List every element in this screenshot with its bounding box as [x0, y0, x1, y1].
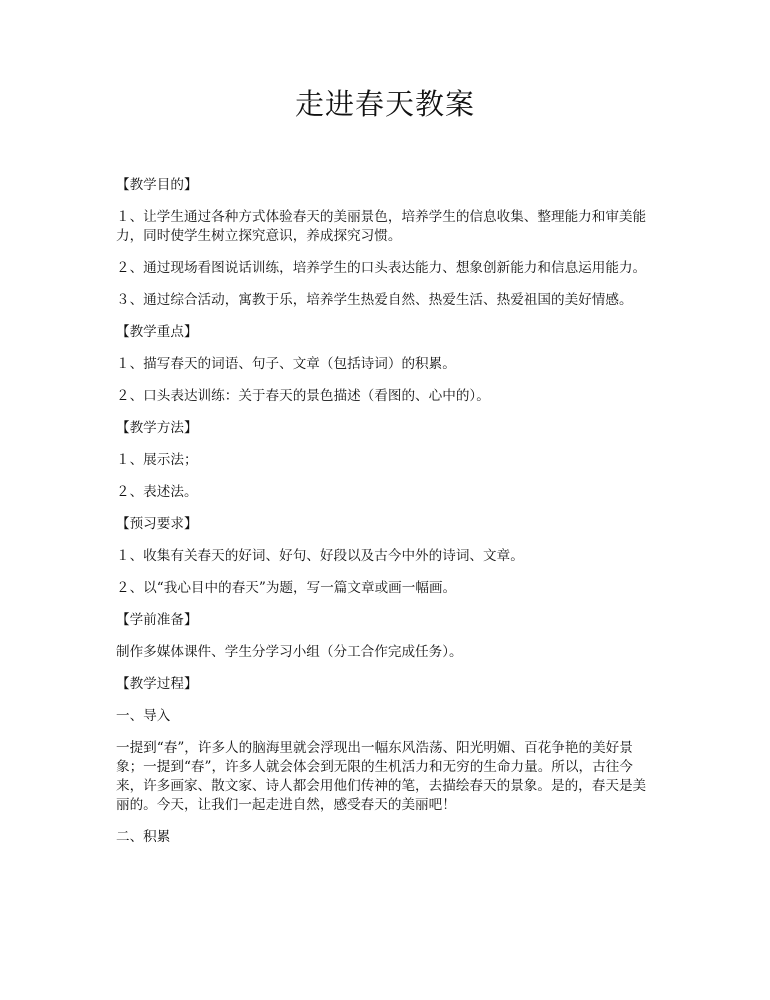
- section-heading-preview: 【预习要求】: [116, 516, 198, 532]
- subheading-accumulation: 二、积累: [116, 829, 171, 845]
- subheading-introduction: 一、导入: [116, 708, 171, 724]
- paragraph: ２、口头表达训练：关于春天的景色描述（看图的、心中的）。: [116, 388, 490, 404]
- section-heading-process: 【教学过程】: [116, 676, 198, 692]
- document-title: 走进春天教案: [294, 87, 475, 121]
- paragraph: ３、通过综合活动，寓教于乐，培养学生热爱自然、热爱生活、热爱祖国的美好情感。: [116, 292, 633, 308]
- section-heading-key-points: 【教学重点】: [116, 324, 198, 340]
- paragraph: ２、通过现场看图说话训练，培养学生的口头表达能力、想象创新能力和信息运用能力。: [116, 260, 647, 276]
- paragraph: ２、以“我心目中的春天”为题，写一篇文章或画一幅画。: [116, 580, 457, 596]
- section-heading-methods: 【教学方法】: [116, 420, 198, 436]
- paragraph: 制作多媒体课件、学生分学习小组（分工合作完成任务）。: [116, 644, 463, 660]
- section-heading-preparation: 【学前准备】: [116, 612, 198, 628]
- paragraph: １、描写春天的词语、句子、文章（包括诗词）的积累。: [116, 356, 456, 372]
- document-body: [116, 176, 656, 860]
- paragraph: ２、表述法。: [116, 484, 198, 500]
- paragraph: １、展示法；: [116, 452, 198, 468]
- section-heading-objectives: 【教学目的】: [116, 177, 198, 193]
- paragraph: 一提到“春”，许多人的脑海里就会浮现出一幅东风浩荡、阳光明媚、百花争艳的美好景象；一提到“春”，许多人就会体会到无限的生机活力和无穷的生命力量。所以，古往今来，许多画家、散文家、诗人都会用他们传神的笔，去描绘春天的景象。是的，春天是美丽的。今天，让我们一起走进自然，感受春天的美丽吧！: [116, 740, 647, 813]
- paragraph: １、让学生通过各种方式体验春天的美丽景色，培养学生的信息收集、整理能力和审美能力，同时使学生树立探究意识，养成探究习惯。: [116, 209, 647, 244]
- paragraph: １、收集有关春天的好词、好句、好段以及古今中外的诗词、文章。: [116, 548, 524, 564]
